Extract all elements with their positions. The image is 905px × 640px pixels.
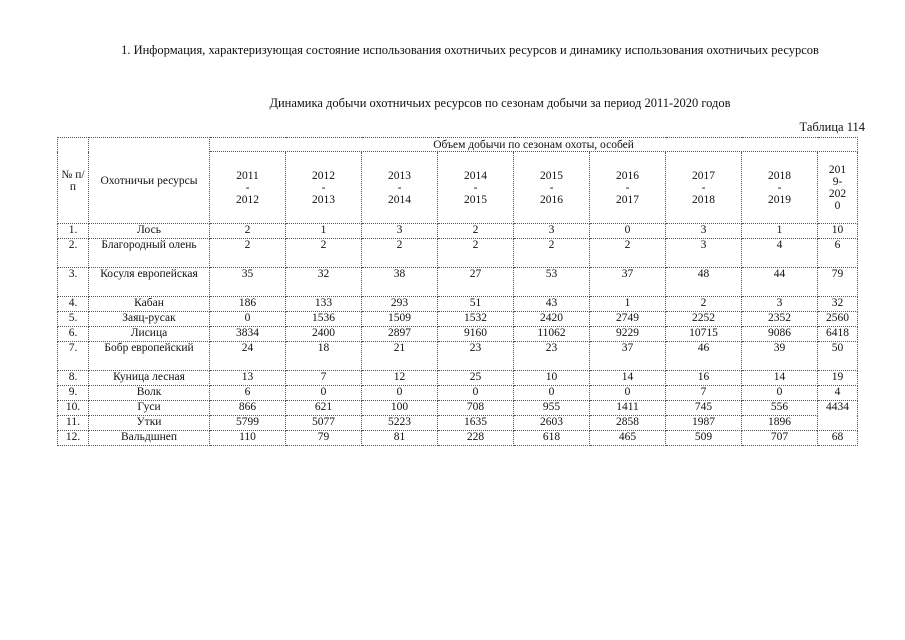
table-row — [58, 224, 858, 239]
harvest-value: 5799 — [210, 416, 286, 431]
harvest-value: 0 — [514, 386, 590, 401]
season-header-part: 2018 — [692, 193, 715, 206]
harvest-value: 1987 — [666, 416, 742, 431]
table-number: Таблица 114 — [799, 120, 865, 134]
harvest-value: 16 — [666, 371, 742, 386]
harvest-value: 10715 — [666, 327, 742, 342]
harvest-value: 10 — [818, 224, 858, 239]
harvest-value: 2 — [438, 224, 514, 239]
harvest-value: 10 — [514, 371, 590, 386]
harvest-value: 745 — [666, 401, 742, 416]
season-header-part: 202 — [828, 187, 847, 200]
row-number: 12. — [58, 431, 89, 446]
harvest-value: 0 — [210, 312, 286, 327]
row-number: 5. — [58, 312, 89, 327]
harvest-value: 2749 — [590, 312, 666, 327]
season-header-part: 2015 — [540, 169, 563, 182]
harvest-value: 465 — [590, 431, 666, 446]
resource-name: Заяц-русак — [89, 312, 210, 327]
harvest-value: 708 — [438, 401, 514, 416]
harvest-value: 9229 — [590, 327, 666, 342]
harvest-value: 707 — [742, 431, 818, 446]
season-header-part: 2014 — [388, 193, 411, 206]
harvest-value: 2560 — [818, 312, 858, 327]
harvest-value: 2 — [362, 239, 438, 268]
resource-name: Косуля европейская — [89, 268, 210, 297]
season-header — [362, 152, 438, 224]
row-number: 8. — [58, 371, 89, 386]
harvest-value: 4 — [818, 386, 858, 401]
harvest-value: 110 — [210, 431, 286, 446]
table-row — [58, 371, 858, 386]
harvest-value: 2897 — [362, 327, 438, 342]
harvest-value: 1 — [590, 297, 666, 312]
harvest-value: 19 — [818, 371, 858, 386]
harvest-value: 37 — [590, 268, 666, 297]
harvest-value: 1536 — [286, 312, 362, 327]
harvest-value: 3 — [362, 224, 438, 239]
table-row — [58, 401, 858, 416]
row-number: 10. — [58, 401, 89, 416]
resource-name: Вальдшнеп — [89, 431, 210, 446]
harvest-value: 1 — [286, 224, 362, 239]
table-row — [58, 386, 858, 401]
harvest-value: 6418 — [818, 327, 858, 342]
harvest-value: 44 — [742, 268, 818, 297]
season-header — [666, 152, 742, 224]
harvest-value: 3 — [666, 224, 742, 239]
harvest-value: 14 — [590, 371, 666, 386]
season-header-part: - — [701, 181, 706, 194]
harvest-value: 27 — [438, 268, 514, 297]
harvest-value: 68 — [818, 431, 858, 446]
season-header-part: 2016 — [540, 193, 563, 206]
harvest-value: 32 — [286, 268, 362, 297]
harvest-value: 618 — [514, 431, 590, 446]
season-header-part: 2012 — [236, 193, 259, 206]
harvest-value: 3 — [742, 297, 818, 312]
table-row — [58, 312, 858, 327]
resource-name: Лось — [89, 224, 210, 239]
harvest-value: 2252 — [666, 312, 742, 327]
row-number: 6. — [58, 327, 89, 342]
harvest-value: 186 — [210, 297, 286, 312]
harvest-value: 3 — [514, 224, 590, 239]
harvest-value: 37 — [590, 342, 666, 371]
harvest-value: 955 — [514, 401, 590, 416]
row-number: 4. — [58, 297, 89, 312]
harvest-value: 9160 — [438, 327, 514, 342]
harvest-value: 18 — [286, 342, 362, 371]
harvest-value: 133 — [286, 297, 362, 312]
table-row — [58, 268, 858, 297]
column-group-header: Объем добычи по сезонам охоты, особей — [210, 138, 858, 152]
season-header-part: - — [397, 181, 402, 194]
harvest-value: 2 — [286, 239, 362, 268]
table-row — [58, 327, 858, 342]
season-header-part: 2016 — [616, 169, 639, 182]
harvest-value: 23 — [514, 342, 590, 371]
resource-name: Лисица — [89, 327, 210, 342]
resource-name: Бобр европейский — [89, 342, 210, 371]
harvest-value: 621 — [286, 401, 362, 416]
harvest-value: 38 — [362, 268, 438, 297]
harvest-value: 0 — [286, 386, 362, 401]
harvest-value: 23 — [438, 342, 514, 371]
season-header-part: - — [777, 181, 782, 194]
harvest-value: 2 — [210, 224, 286, 239]
harvest-value: 2 — [666, 297, 742, 312]
season-header-part: 0 — [834, 199, 841, 212]
harvest-value: 53 — [514, 268, 590, 297]
harvest-value: 7 — [666, 386, 742, 401]
season-header-part: 201 — [828, 163, 847, 176]
season-header-part: 2013 — [312, 193, 335, 206]
harvest-value: 81 — [362, 431, 438, 446]
harvest-value: 100 — [362, 401, 438, 416]
harvest-value: 46 — [666, 342, 742, 371]
row-number: 3. — [58, 268, 89, 297]
resource-name: Кабан — [89, 297, 210, 312]
harvest-value: 9086 — [742, 327, 818, 342]
harvest-value: 2 — [514, 239, 590, 268]
harvest-value-merged: 4434 — [818, 401, 858, 431]
harvest-value: 1411 — [590, 401, 666, 416]
column-header-number: № п/п — [58, 138, 89, 224]
harvest-value: 24 — [210, 342, 286, 371]
season-header-part: - — [625, 181, 630, 194]
table-row — [58, 431, 858, 446]
row-number: 11. — [58, 416, 89, 431]
season-header — [514, 152, 590, 224]
harvest-value: 0 — [438, 386, 514, 401]
season-header-part: 2017 — [692, 169, 715, 182]
harvest-value: 4 — [742, 239, 818, 268]
harvest-value: 293 — [362, 297, 438, 312]
season-header-part: 2012 — [312, 169, 335, 182]
table-row — [58, 297, 858, 312]
harvest-value: 1509 — [362, 312, 438, 327]
season-header — [742, 152, 818, 224]
harvest-value: 79 — [818, 268, 858, 297]
hunting-harvest-table — [57, 137, 858, 446]
table-row — [58, 416, 858, 431]
row-number: 1. — [58, 224, 89, 239]
table-row — [58, 239, 858, 268]
harvest-value: 32 — [818, 297, 858, 312]
harvest-value: 35 — [210, 268, 286, 297]
harvest-value: 48 — [666, 268, 742, 297]
season-header — [818, 152, 858, 224]
harvest-value: 5223 — [362, 416, 438, 431]
harvest-value: 2858 — [590, 416, 666, 431]
harvest-value: 0 — [742, 386, 818, 401]
harvest-value: 556 — [742, 401, 818, 416]
harvest-value: 3834 — [210, 327, 286, 342]
season-header-part: 9- — [832, 175, 843, 188]
harvest-value: 1635 — [438, 416, 514, 431]
resource-name: Волк — [89, 386, 210, 401]
harvest-value: 12 — [362, 371, 438, 386]
harvest-value: 2352 — [742, 312, 818, 327]
section-heading: 1. Информация, характеризующая состояние использования охотничьих ресурсов и динамику использования охотничьих ресурсов — [121, 43, 819, 57]
season-header — [590, 152, 666, 224]
harvest-value: 2420 — [514, 312, 590, 327]
harvest-value: 6 — [818, 239, 858, 268]
harvest-value: 39 — [742, 342, 818, 371]
season-header-part: - — [321, 181, 326, 194]
row-number: 2. — [58, 239, 89, 268]
harvest-value: 1532 — [438, 312, 514, 327]
harvest-value: 79 — [286, 431, 362, 446]
table-row — [58, 342, 858, 371]
row-number: 9. — [58, 386, 89, 401]
harvest-value: 0 — [590, 224, 666, 239]
season-header — [286, 152, 362, 224]
harvest-value: 43 — [514, 297, 590, 312]
harvest-value: 7 — [286, 371, 362, 386]
resource-name: Благородный олень — [89, 239, 210, 268]
harvest-value: 2 — [438, 239, 514, 268]
harvest-value: 866 — [210, 401, 286, 416]
season-header-part: - — [549, 181, 554, 194]
harvest-value: 2 — [590, 239, 666, 268]
harvest-value: 2400 — [286, 327, 362, 342]
harvest-value: 228 — [438, 431, 514, 446]
row-number: 7. — [58, 342, 89, 371]
season-header-part: 2013 — [388, 169, 411, 182]
season-header-part: 2019 — [768, 193, 791, 206]
harvest-value: 1 — [742, 224, 818, 239]
harvest-value: 11062 — [514, 327, 590, 342]
harvest-value: 3 — [666, 239, 742, 268]
season-header-part: 2015 — [464, 193, 487, 206]
season-header-part: 2018 — [768, 169, 791, 182]
harvest-value: 2 — [210, 239, 286, 268]
table-subtitle: Динамика добычи охотничьих ресурсов по сезонам добычи за период 2011-2020 годов — [269, 96, 731, 110]
harvest-value: 51 — [438, 297, 514, 312]
column-header-resource: Охотничьи ресурсы — [89, 138, 210, 224]
harvest-value: 21 — [362, 342, 438, 371]
harvest-value: 13 — [210, 371, 286, 386]
harvest-value: 1896 — [742, 416, 818, 431]
resource-name: Куница лесная — [89, 371, 210, 386]
harvest-value: 25 — [438, 371, 514, 386]
season-header-part: - — [245, 181, 250, 194]
season-header-part: 2017 — [616, 193, 639, 206]
harvest-value: 14 — [742, 371, 818, 386]
season-header-part: - — [473, 181, 478, 194]
season-header — [438, 152, 514, 224]
harvest-value: 0 — [590, 386, 666, 401]
resource-name: Гуси — [89, 401, 210, 416]
harvest-value: 5077 — [286, 416, 362, 431]
harvest-value: 50 — [818, 342, 858, 371]
resource-name: Утки — [89, 416, 210, 431]
harvest-value: 509 — [666, 431, 742, 446]
season-header-part: 2014 — [464, 169, 487, 182]
harvest-value: 2603 — [514, 416, 590, 431]
season-header-part: 2011 — [236, 169, 259, 182]
harvest-value: 0 — [362, 386, 438, 401]
season-header — [210, 152, 286, 224]
harvest-value: 6 — [210, 386, 286, 401]
